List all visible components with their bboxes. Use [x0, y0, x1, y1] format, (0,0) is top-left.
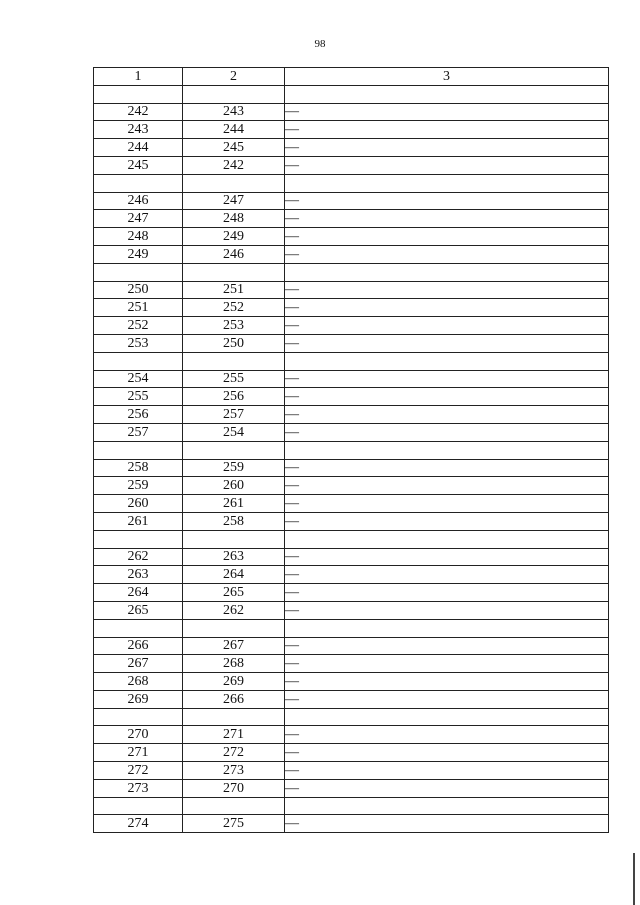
column-header-3: 3: [285, 68, 609, 86]
table-cell-col3: —: [285, 566, 609, 584]
table-cell-col3: —: [285, 317, 609, 335]
table-cell-col3: [285, 174, 609, 192]
table-row: [94, 210, 609, 228]
table-cell-col2: 259: [183, 459, 285, 477]
table-cell-col1: 262: [94, 548, 183, 566]
table-cell-col3: —: [285, 477, 609, 495]
table-cell-col2: 243: [183, 103, 285, 121]
table-cell-col3: —: [285, 459, 609, 477]
table-cell-col1: 243: [94, 121, 183, 139]
table-row: [94, 619, 609, 637]
table-cell-col3: [285, 797, 609, 815]
table-cell-col2: [183, 797, 285, 815]
table-cell-col2: 247: [183, 192, 285, 210]
table-cell-col1: 264: [94, 584, 183, 602]
table-row: [94, 228, 609, 246]
table-cell-col2: 261: [183, 495, 285, 513]
table-cell-col2: 267: [183, 637, 285, 655]
table-cell-col3: —: [285, 584, 609, 602]
table-cell-col2: 252: [183, 299, 285, 317]
table-row: [94, 245, 609, 263]
table-cell-col1: 267: [94, 655, 183, 673]
table-cell-col1: [94, 441, 183, 459]
table-cell-col2: 269: [183, 673, 285, 691]
table-cell-col1: 248: [94, 228, 183, 246]
table-row: [94, 726, 609, 744]
table-cell-col3: —: [285, 121, 609, 139]
table-cell-col2: 256: [183, 388, 285, 406]
table-cell-col3: —: [285, 673, 609, 691]
table-row: [94, 797, 609, 815]
table-cell-col2: 264: [183, 566, 285, 584]
table-cell-col2: 257: [183, 406, 285, 424]
table-cell-col3: —: [285, 156, 609, 174]
table-cell-col2: [183, 441, 285, 459]
table-cell-col2: [183, 263, 285, 281]
table-cell-col1: [94, 85, 183, 103]
table-row: [94, 423, 609, 441]
table-cell-col3: —: [285, 370, 609, 388]
table-cell-col1: 251: [94, 299, 183, 317]
table-cell-col1: 266: [94, 637, 183, 655]
table-cell-col3: —: [285, 495, 609, 513]
table-row: [94, 85, 609, 103]
table-row: [94, 530, 609, 548]
table-cell-col1: 249: [94, 245, 183, 263]
table-row: [94, 477, 609, 495]
table-row: [94, 708, 609, 726]
page-number: 98: [314, 38, 326, 50]
table-row: [94, 779, 609, 797]
table-row: [94, 192, 609, 210]
table-cell-col1: 244: [94, 139, 183, 157]
table-cell-col3: —: [285, 779, 609, 797]
table-row: [94, 370, 609, 388]
table-cell-col2: 271: [183, 726, 285, 744]
table-cell-col2: 244: [183, 121, 285, 139]
table-cell-col3: —: [285, 690, 609, 708]
table-row: [94, 406, 609, 424]
table-cell-col3: —: [285, 210, 609, 228]
table-row: [94, 388, 609, 406]
table-row: [94, 281, 609, 299]
table-cell-col2: 254: [183, 423, 285, 441]
table-row: [94, 762, 609, 780]
table-row: [94, 690, 609, 708]
table-cell-col1: 263: [94, 566, 183, 584]
table-cell-col3: —: [285, 548, 609, 566]
table-cell-col1: [94, 708, 183, 726]
table-cell-col2: 246: [183, 245, 285, 263]
table-cell-col3: —: [285, 512, 609, 530]
table-cell-col2: 245: [183, 139, 285, 157]
table-cell-col3: [285, 85, 609, 103]
table-cell-col3: —: [285, 281, 609, 299]
table-cell-col3: —: [285, 103, 609, 121]
table-row: [94, 512, 609, 530]
table-cell-col1: [94, 619, 183, 637]
table-cell-col1: 273: [94, 779, 183, 797]
table-cell-col3: —: [285, 139, 609, 157]
table-cell-col1: 259: [94, 477, 183, 495]
table-row: [94, 263, 609, 281]
table-cell-col1: [94, 352, 183, 370]
table-cell-col2: [183, 530, 285, 548]
table-cell-col2: 242: [183, 156, 285, 174]
table-cell-col3: —: [285, 744, 609, 762]
table-cell-col3: —: [285, 815, 609, 833]
table-cell-col2: 275: [183, 815, 285, 833]
table-cell-col3: —: [285, 334, 609, 352]
table-cell-col2: 253: [183, 317, 285, 335]
table-header-row: [94, 68, 609, 86]
table-cell-col2: [183, 352, 285, 370]
table-cell-col2: 248: [183, 210, 285, 228]
table-row: [94, 174, 609, 192]
table-cell-col1: 250: [94, 281, 183, 299]
table-row: [94, 744, 609, 762]
table-row: [94, 601, 609, 619]
table-cell-col1: 257: [94, 423, 183, 441]
table-cell-col1: 265: [94, 601, 183, 619]
table-cell-col2: 250: [183, 334, 285, 352]
table-cell-col3: —: [285, 637, 609, 655]
table-row: [94, 121, 609, 139]
table-row: [94, 637, 609, 655]
table-cell-col2: 258: [183, 512, 285, 530]
table-row: [94, 317, 609, 335]
table-cell-col3: —: [285, 299, 609, 317]
table-row: [94, 655, 609, 673]
table-row: [94, 352, 609, 370]
table-cell-col2: 266: [183, 690, 285, 708]
column-header-1: 1: [94, 68, 183, 86]
table-cell-col3: —: [285, 406, 609, 424]
table-row: [94, 495, 609, 513]
table-cell-col1: 268: [94, 673, 183, 691]
table-cell-col1: 253: [94, 334, 183, 352]
table-cell-col1: 270: [94, 726, 183, 744]
table-cell-col1: 258: [94, 459, 183, 477]
table-cell-col1: 245: [94, 156, 183, 174]
table-cell-col3: —: [285, 388, 609, 406]
table-cell-col1: 269: [94, 690, 183, 708]
table-cell-col3: [285, 263, 609, 281]
table-cell-col2: 260: [183, 477, 285, 495]
table-row: [94, 441, 609, 459]
table-cell-col3: —: [285, 726, 609, 744]
table-cell-col2: [183, 619, 285, 637]
data-table: [93, 67, 609, 833]
table-cell-col2: 251: [183, 281, 285, 299]
table-cell-col3: —: [285, 423, 609, 441]
table-cell-col2: 272: [183, 744, 285, 762]
table-cell-col2: [183, 174, 285, 192]
table-cell-col3: [285, 352, 609, 370]
table-cell-col1: [94, 263, 183, 281]
table-cell-col1: 255: [94, 388, 183, 406]
table-cell-col1: 246: [94, 192, 183, 210]
table-cell-col3: [285, 619, 609, 637]
table-cell-col2: 270: [183, 779, 285, 797]
page-edge-mark: [633, 853, 635, 905]
table-cell-col1: 271: [94, 744, 183, 762]
table-row: [94, 584, 609, 602]
table-row: [94, 566, 609, 584]
table-cell-col3: [285, 708, 609, 726]
table-row: [94, 139, 609, 157]
table-row: [94, 334, 609, 352]
table-cell-col1: 260: [94, 495, 183, 513]
table-row: [94, 459, 609, 477]
table-row: [94, 815, 609, 833]
table-cell-col3: —: [285, 655, 609, 673]
table-cell-col2: 265: [183, 584, 285, 602]
table-row: [94, 299, 609, 317]
table-cell-col1: [94, 797, 183, 815]
table-cell-col3: —: [285, 228, 609, 246]
table-cell-col2: [183, 85, 285, 103]
table-cell-col1: [94, 174, 183, 192]
table-cell-col1: 242: [94, 103, 183, 121]
table-cell-col1: 256: [94, 406, 183, 424]
table-cell-col2: 268: [183, 655, 285, 673]
table-cell-col1: 274: [94, 815, 183, 833]
table-cell-col2: 255: [183, 370, 285, 388]
table-cell-col2: 273: [183, 762, 285, 780]
table-row: [94, 103, 609, 121]
table-cell-col2: 262: [183, 601, 285, 619]
table-cell-col3: —: [285, 245, 609, 263]
table-cell-col3: [285, 441, 609, 459]
table-cell-col3: —: [285, 762, 609, 780]
table-cell-col3: —: [285, 601, 609, 619]
table-cell-col1: 261: [94, 512, 183, 530]
table-cell-col3: [285, 530, 609, 548]
table-row: [94, 673, 609, 691]
column-header-2: 2: [183, 68, 285, 86]
table-cell-col2: 263: [183, 548, 285, 566]
table-cell-col1: [94, 530, 183, 548]
table-body: [94, 85, 609, 832]
table-cell-col1: 252: [94, 317, 183, 335]
table-cell-col3: —: [285, 192, 609, 210]
table-cell-col2: [183, 708, 285, 726]
table-cell-col2: 249: [183, 228, 285, 246]
table-row: [94, 548, 609, 566]
table-cell-col1: 254: [94, 370, 183, 388]
table-cell-col1: 247: [94, 210, 183, 228]
table-cell-col1: 272: [94, 762, 183, 780]
table-row: [94, 156, 609, 174]
